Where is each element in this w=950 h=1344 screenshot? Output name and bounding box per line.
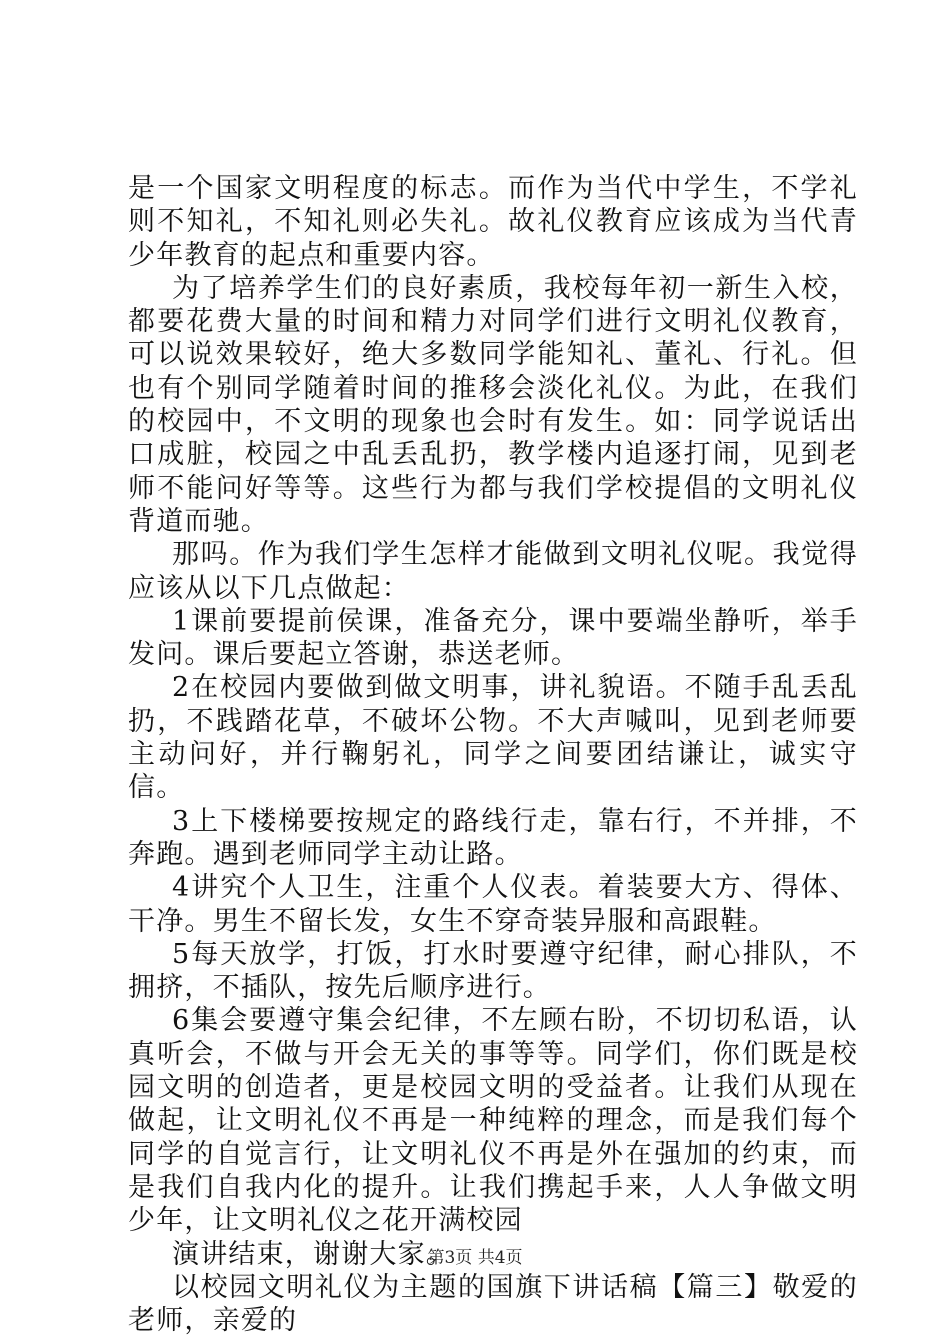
document-body xyxy=(128,172,858,1337)
closing-line: 演讲结束，谢谢大家。 xyxy=(172,1238,454,1270)
paragraph-item-5: 5每天放学，打饭，打水时要遵守纪律，耐心排队，不拥挤，不插队，按先后顺序进行。 xyxy=(128,938,858,1004)
page-footer xyxy=(0,1243,950,1268)
next-section-heading: 以校园文明礼仪为主题的国旗下讲话稿【篇三】敬爱的老师，亲爱的 xyxy=(128,1271,858,1337)
paragraph-item-1: 1课前要提前侯课，准备充分，课中要端坐静听，举手发问。课后要起立答谢，恭送老师。 xyxy=(128,605,858,671)
paragraph: 是一个国家文明程度的标志。而作为当代中学生，不学礼则不知礼，不知礼则必失礼。故礼仪教育应该成为当代青少年教育的起点和重要内容。 xyxy=(128,173,858,271)
paragraph-item-3: 3上下楼梯要按规定的路线行走，靠右行，不并排，不奔跑。遇到老师同学主动让路。 xyxy=(128,805,858,870)
paragraph: 那吗。作为我们学生怎样才能做到文明礼仪呢。我觉得应该从以下几点做起： xyxy=(128,539,858,604)
paragraph: 为了培养学生们的良好素质，我校每年初一新生入校，都要花费大量的时间和精力对同学们进行文明礼仪教育，可以说效果较好，绝大多数同学能知礼、董礼、行礼。但也有个别同学随着时间的推移会淡化礼仪。为此，在我们的校园中，不文明的现象也会时有发生。如：同学说话出口成脏，校园之中乱丢乱扔，教学楼内追逐打闹，见到老师不能问好等等。这些行为都与我们学校提倡的文明礼仪背道而驰。 xyxy=(128,272,858,537)
paragraph-item-4: 4讲究个人卫生，注重个人仪表。着装要大方、得体、干净。男生不留长发，女生不穿奇装异服和高跟鞋。 xyxy=(128,872,858,937)
paragraph-item-6: 6集会要遵守集会纪律，不左顾右盼，不切切私语，认真听会，不做与开会无关的事等等。同学们，你们既是校园文明的创造者，更是校园文明的受益者。让我们从现在做起，让文明礼仪不再是一种纯粹的理念，而是我们每个同学的自觉言行，让文明礼仪不再是外在强加的约束，而是我们自我内化的提升。让我们携起手来，人人争做文明少年，让文明礼仪之花开满校园 xyxy=(128,1005,858,1237)
page-number-label: 第3页 共4页 xyxy=(427,1248,523,1268)
paragraph-item-2: 2在校园内要做到做文明事，讲礼貌语。不随手乱丢乱扔，不践踏花草，不破坏公物。不大声喊叫，见到老师要主动问好，并行鞠躬礼，同学之间要团结谦让，诚实守信。 xyxy=(128,672,858,804)
